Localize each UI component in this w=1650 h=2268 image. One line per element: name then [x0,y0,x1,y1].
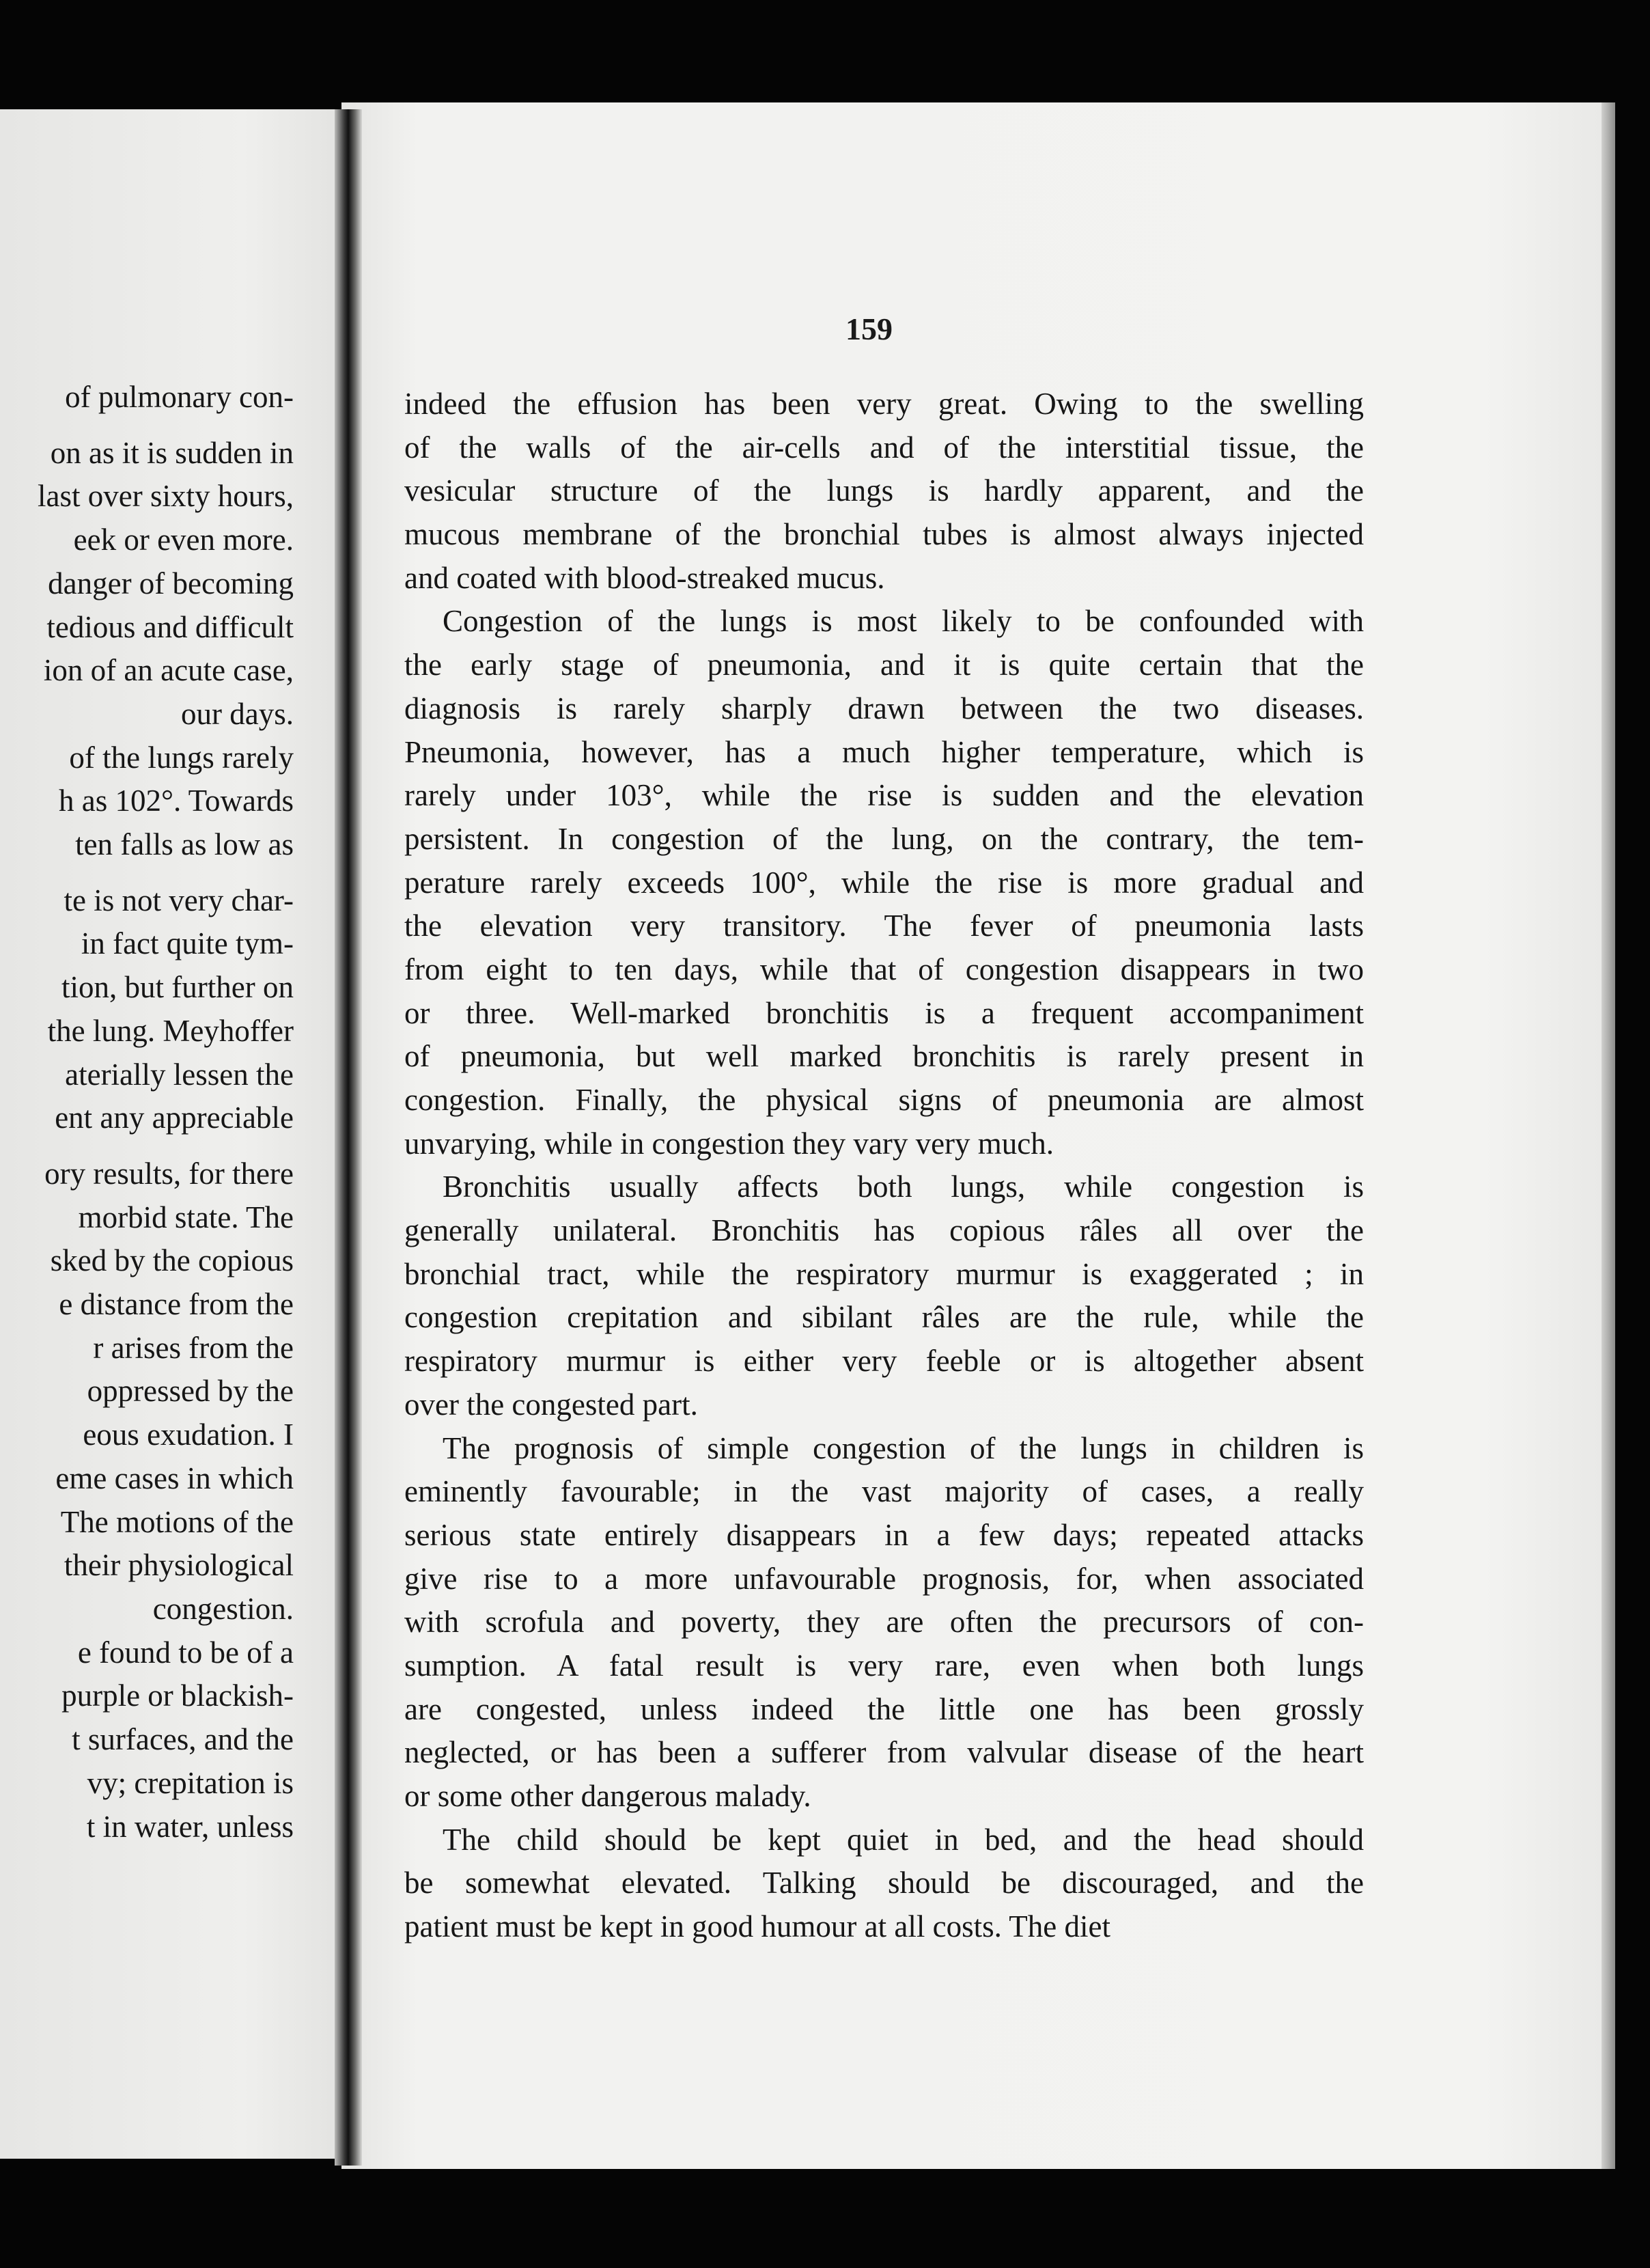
text-line: perature rarely exceeds 100°, while the rise is more gradual and [404,865,1364,900]
left-page-text-line: ten falls as low as [75,827,294,862]
text-line: diagnosis is rarely sharply drawn between the two diseases. [404,691,1364,725]
left-page-text-line: t in water, unless [86,1809,294,1844]
left-page-text [0,376,335,1849]
left-page-paragraph-gap [0,867,335,879]
page-number: 159 [845,312,893,346]
left-page-text-line: aterially lessen the [65,1057,294,1092]
left-page-text-line: oppressed by the [87,1374,294,1409]
left-page-text-line: e distance from the [59,1287,294,1322]
text-line: patient must be kept in good humour at all costs. The diet [404,1909,1110,1944]
text-line: serious state entirely disappears in a few days; repeated attacks [404,1517,1364,1552]
left-page-text-line: tion, but further on [61,970,294,1005]
left-page-text-line: in fact quite tym- [81,926,294,961]
left-page-text-line: their physiological [64,1548,294,1583]
left-page-text-line: purple or blackish- [61,1678,294,1713]
text-line: neglected, or has been a sufferer from valvular disease of the heart [404,1735,1364,1770]
page-edge [1602,102,1615,2169]
left-page-text-line: our days. [181,696,294,731]
text-line: and coated with blood-streaked mucus. [404,560,885,595]
text-line: Congestion of the lungs is most likely to be confounded with [443,604,1364,639]
left-page-text-line: on as it is sudden in [50,435,294,470]
text-line: or three. Well-marked bronchitis is a frequent accompaniment [404,995,1364,1030]
text-line: respiratory murmur is either very feeble or is altogether absent [404,1344,1364,1379]
left-page-text-line: The motions of the [60,1504,294,1539]
left-page-text-line: ion of an acute case, [43,653,294,688]
text-line: The prognosis of simple congestion of the lungs in children is [443,1430,1364,1465]
text-line: from eight to ten days, while that of congestion disappears in two [404,952,1364,986]
left-page-text-line: eme cases in which [55,1461,294,1495]
left-page-text-line: sked by the copious [50,1243,294,1278]
left-page-text-line: eous exudation. I [83,1418,294,1452]
text-line: give rise to a more unfavourable prognosis, for, when associated [404,1561,1364,1596]
book-gutter [335,109,362,2166]
paragraph [404,383,1364,600]
text-line: be somewhat elevated. Talking should be discouraged, and the [404,1866,1364,1900]
text-line: mucous membrane of the bronchial tubes is almost always injected [404,517,1364,552]
text-line: Bronchitis usually affects both lungs, while congestion is [443,1170,1364,1204]
left-page-text-line: the lung. Meyhoffer [47,1013,294,1048]
text-line: The child should be kept quiet in bed, and the head should [443,1822,1364,1857]
text-line: persistent. In congestion of the lung, on the contrary, the tem- [404,821,1364,856]
left-page-paragraph-gap [0,419,335,432]
left-page-text-line: tedious and difficult [46,609,294,644]
text-line: with scrofula and poverty, they are often the precursors of con- [404,1605,1364,1640]
left-page-text-line: te is not very char- [64,883,294,917]
text-line: sumption. A fatal result is very rare, even when both lungs [404,1648,1364,1683]
text-line: indeed the effusion has been very great. Owing to the swelling [404,387,1364,421]
left-page-text-line: morbid state. The [78,1200,294,1234]
text-line: Pneumonia, however, has a much higher temperature, which is [404,734,1364,769]
text-line: over the congested part. [404,1387,698,1422]
text-line: rarely under 103°, while the rise is sudden and the elevation [404,778,1364,813]
text-line: generally unilateral. Bronchitis has copious râles all over the [404,1213,1364,1248]
text-line: bronchial tract, while the respiratory murmur is exaggerated ; in [404,1256,1364,1291]
left-page-text-line: t surfaces, and the [72,1722,294,1757]
left-page-text-line: of pulmonary con- [65,380,294,414]
text-line: congestion crepitation and sibilant râles are the rule, while the [404,1300,1364,1335]
paragraph [404,600,1364,1165]
text-line: or some other dangerous malady. [404,1779,811,1813]
left-page-text-line: ory results, for there [44,1156,294,1191]
paragraph [404,1427,1364,1818]
left-page-text-line: last over sixty hours, [38,479,294,514]
left-page-text-line: ent any appreciable [55,1101,294,1135]
right-page-text [404,383,1364,1949]
paragraph [404,1165,1364,1426]
text-line: vesicular structure of the lungs is hardly apparent, and the [404,473,1364,508]
text-line: of the walls of the air-cells and of the interstitial tissue, the [404,430,1364,465]
left-page-text-line: e found to be of a [77,1635,294,1670]
left-page-text-line: congestion. [152,1591,294,1626]
text-line: eminently favourable; in the vast majority of cases, a really [404,1474,1364,1509]
left-page-text-line: danger of becoming [48,566,294,600]
text-line: the early stage of pneumonia, and it is quite certain that the [404,648,1364,682]
text-line: of pneumonia, but well marked bronchitis is rarely present in [404,1039,1364,1074]
paragraph [404,1818,1364,1949]
left-page-text-line: r arises from the [93,1330,294,1365]
left-page-paragraph-gap [0,1140,335,1152]
text-line: are congested, unless indeed the little one has been grossly [404,1691,1364,1726]
left-page-text-line: eek or even more. [73,523,294,557]
left-page-text-line: h as 102°. Towards [59,784,294,818]
text-line: congestion. Finally, the physical signs of pneumonia are almost [404,1083,1364,1117]
text-line: unvarying, while in congestion they vary very much. [404,1126,1054,1161]
text-line: the elevation very transitory. The fever of pneumonia lasts [404,909,1364,943]
left-page-text-line: of the lungs rarely [69,740,294,775]
left-page-text-line: vy; crepitation is [87,1765,294,1800]
